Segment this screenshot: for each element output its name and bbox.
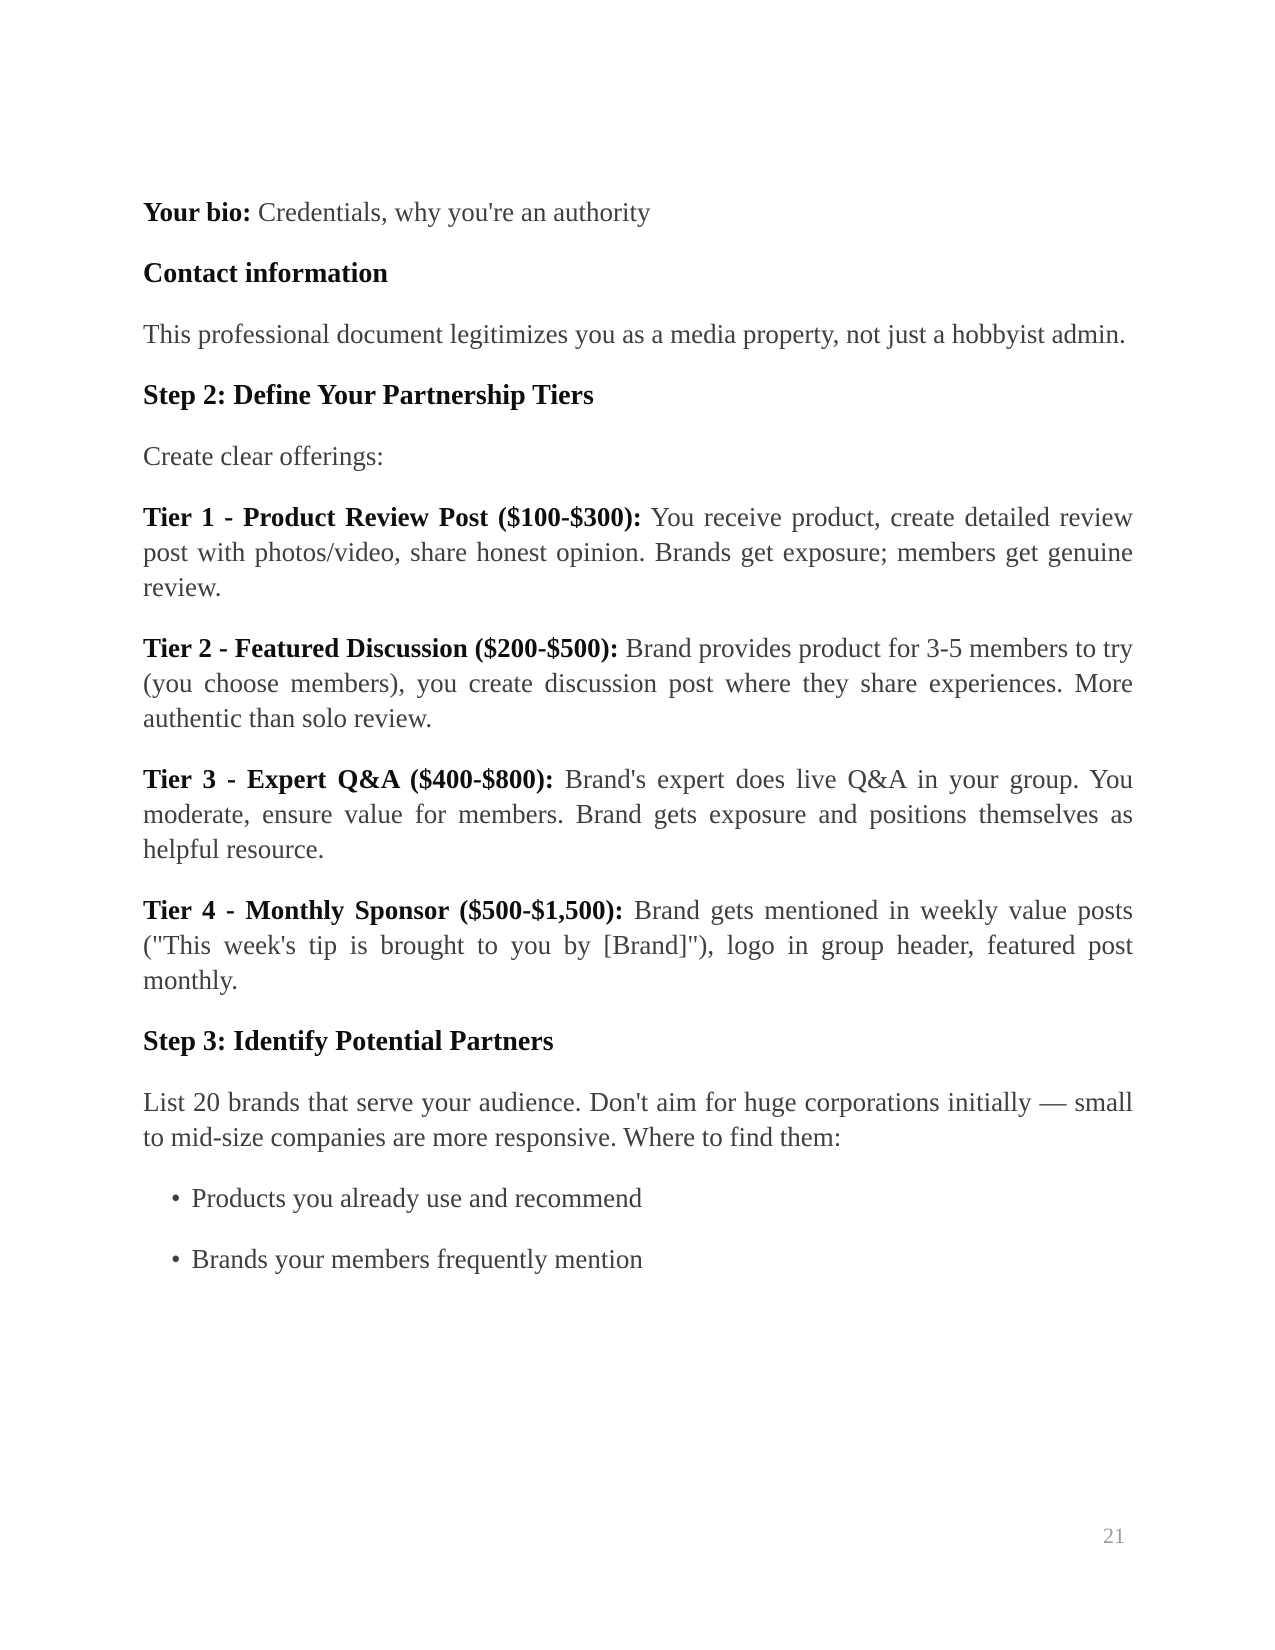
tier-3-label: Tier 3 - Expert Q&A ($400-$800): xyxy=(143,764,554,794)
heading-step-3: Step 3: Identify Potential Partners xyxy=(143,1026,554,1057)
paragraph-tier-4 xyxy=(143,893,1133,998)
paragraph-tier-3 xyxy=(143,762,1133,867)
paragraph-tier-2 xyxy=(143,631,1133,736)
tier-3-text: Brand's expert does live Q&A in your group. You moderate, ensure value for members. Brand gets exposure and positions themselves as helpful resource. xyxy=(143,764,1133,864)
list-item-text: Products you already use and recommend xyxy=(191,1183,643,1213)
tier-2-label: Tier 2 - Featured Discussion ($200-$500): xyxy=(143,633,619,663)
list-item-brands xyxy=(171,1242,1133,1277)
heading-contact-information: Contact information xyxy=(143,258,388,289)
list-item-text: Brands your members frequently mention xyxy=(191,1244,643,1274)
your-bio-text: Credentials, why you're an authority xyxy=(258,197,651,227)
paragraph-professional-document: This professional document legitimizes you as a media property, not just a hobbyist admin. xyxy=(143,319,1126,349)
list-item-products xyxy=(171,1181,1133,1216)
heading-step-2: Step 2: Define Your Partnership Tiers xyxy=(143,380,594,411)
tier-1-text: You receive product, create detailed review post with photos/video, share honest opinion. Brands get exposure; members get genuine review. xyxy=(143,502,1134,602)
paragraph-tier-1 xyxy=(143,500,1133,605)
paragraph-create-offerings: Create clear offerings: xyxy=(143,441,384,471)
page-number: 21 xyxy=(1103,1523,1125,1548)
paragraph-list-brands: List 20 brands that serve your audience. Don't aim for huge corporations initially — small to mid-size companies are more responsive. Where to find them: xyxy=(143,1087,1133,1152)
bullet-icon xyxy=(171,1183,180,1213)
paragraph-your-bio xyxy=(143,195,1133,230)
tier-1-label: Tier 1 - Product Review Post ($100-$300): xyxy=(143,502,642,532)
tier-4-label: Tier 4 - Monthly Sponsor ($500-$1,500): xyxy=(143,895,624,925)
document-content xyxy=(143,195,1133,1303)
partner-sources-list xyxy=(143,1181,1133,1277)
tier-2-text: Brand provides product for 3-5 members to try (you choose members), you create discussion post where they share experiences. More authentic than solo review. xyxy=(143,633,1134,733)
your-bio-label: Your bio: xyxy=(143,197,252,227)
tier-4-text: Brand gets mentioned in weekly value posts ("This week's tip is brought to you by [Brand]"), logo in group header, featured post monthly. xyxy=(143,895,1133,995)
bullet-icon xyxy=(171,1244,180,1274)
